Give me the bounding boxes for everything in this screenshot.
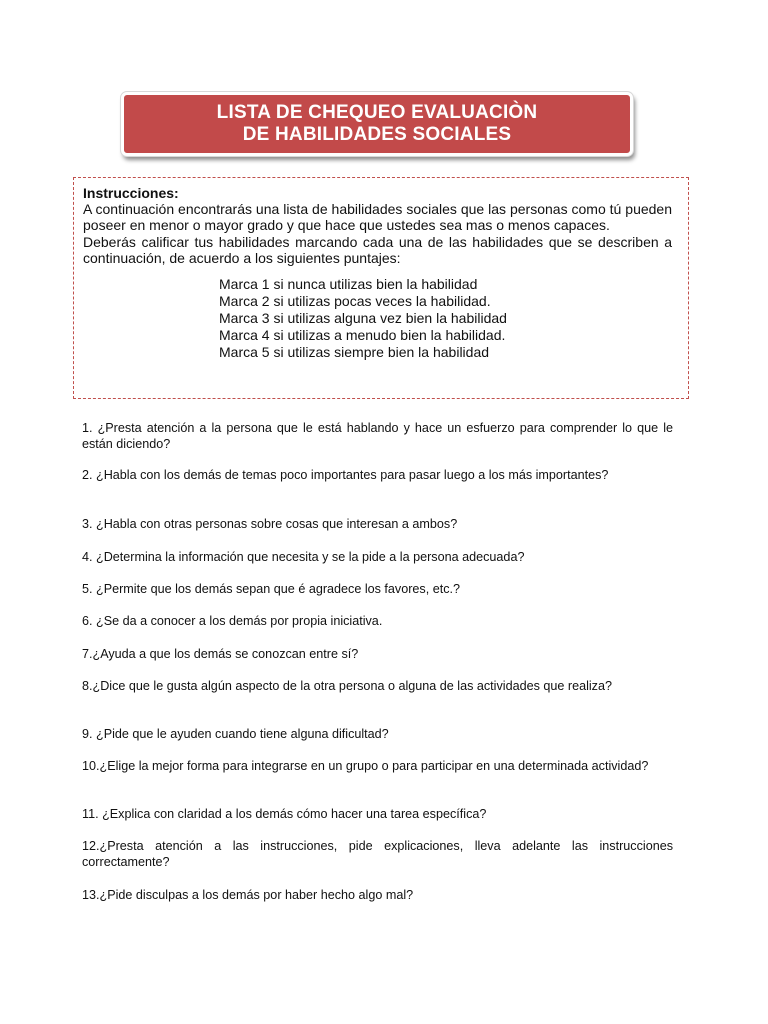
question-item: 5. ¿Permite que los demás sepan que é agradece los favores, etc.? — [82, 582, 461, 596]
question-item: 1. ¿Presta atención a la persona que le está hablando y hace un esfuerzo para comprender lo que le están diciendo? — [82, 421, 673, 451]
question-item: 4. ¿Determina la información que necesita y se la pide a la persona adecuada? — [82, 550, 525, 564]
rating-scale-item: Marca 5 si utilizas siempre bien la habilidad — [219, 343, 490, 360]
rating-scale-list — [219, 276, 672, 361]
instructions-heading: Instrucciones: — [83, 185, 179, 201]
question-item: 7.¿Ayuda a que los demás se conozcan entre sí? — [82, 647, 359, 661]
question-item: 11. ¿Explica con claridad a los demás cómo hacer una tarea específica? — [82, 807, 487, 821]
question-item: 12.¿Presta atención a las instrucciones, pide explicaciones, lleva adelante las instrucciones correctamente? — [82, 839, 673, 869]
rating-scale-item: Marca 2 si utilizas pocas veces la habilidad. — [219, 292, 491, 309]
title-line-1: LISTA DE CHEQUEO EVALUACIÒN — [216, 102, 538, 123]
question-item: 8.¿Dice que le gusta algún aspecto de la otra persona o alguna de las actividades que realiza? — [82, 679, 612, 693]
question-item: 3. ¿Habla con otras personas sobre cosas que interesan a ambos? — [82, 517, 458, 531]
rating-scale-item: Marca 3 si utilizas alguna vez bien la habilidad — [219, 309, 507, 326]
question-item: 9. ¿Pide que le ayuden cuando tiene alguna dificultad? — [82, 727, 389, 741]
question-item: 13.¿Pide disculpas a los demás por haber hecho algo mal? — [82, 888, 414, 902]
instructions-paragraph-2: Deberás calificar tus habilidades marcando cada una de las habilidades que se describen a continuación, de acuerdo a los siguientes puntajes: — [83, 233, 672, 266]
question-item: 10.¿Elige la mejor forma para integrarse en un grupo o para participar en una determinada actividad? — [82, 759, 649, 773]
title-line-2: DE HABILIDADES SOCIALES — [242, 124, 512, 145]
instructions-box — [73, 177, 689, 399]
rating-scale-item: Marca 4 si utilizas a menudo bien la habilidad. — [219, 326, 506, 343]
question-item: 2. ¿Habla con los demás de temas poco importantes para pasar luego a los más importantes? — [82, 468, 609, 482]
title-banner — [121, 92, 633, 156]
rating-scale-item: Marca 1 si nunca utilizas bien la habilidad — [219, 276, 478, 293]
instructions-paragraph-1: A continuación encontrarás una lista de habilidades sociales que las personas como tú pueden poseer en menor o mayor grado y que hace que ustedes sea mas o menos capaces. — [83, 201, 672, 234]
question-item: 6. ¿Se da a conocer a los demás por propia iniciativa. — [82, 614, 383, 628]
